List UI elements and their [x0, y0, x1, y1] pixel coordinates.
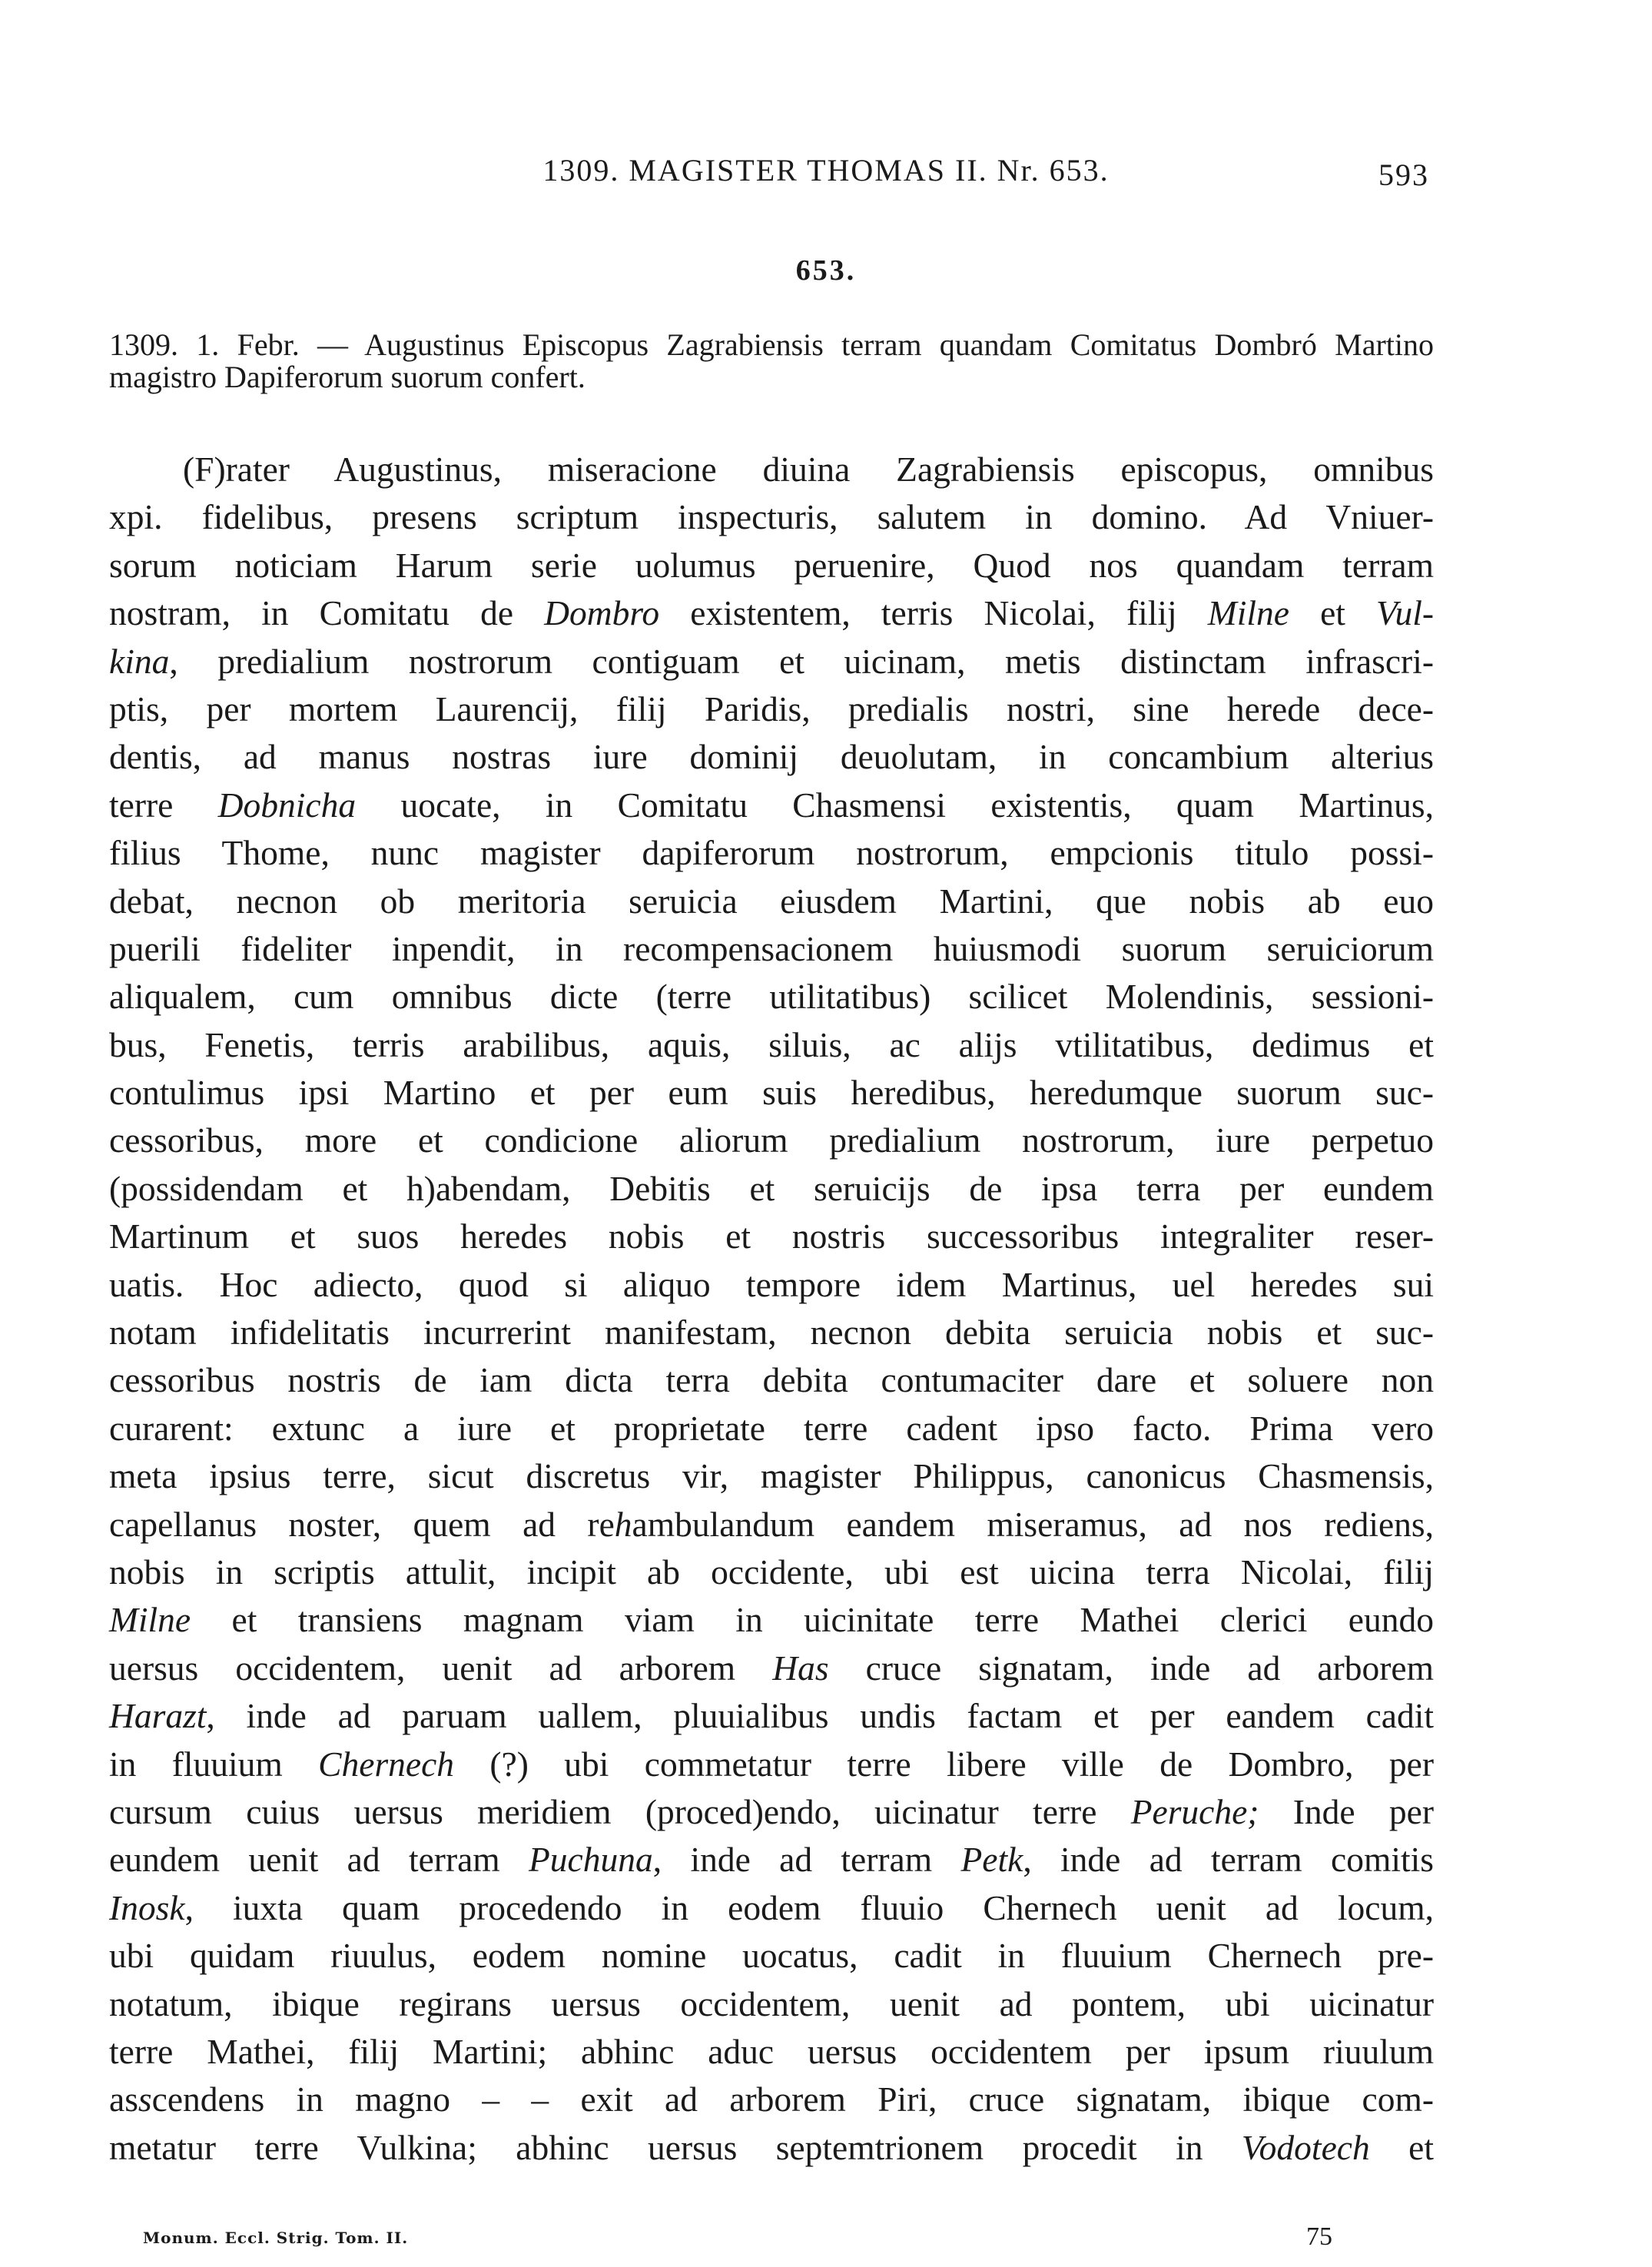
text-line: [109, 1165, 1434, 1213]
text-segment: uatis. Hoc adiecto, quod si aliquo tempore idem Martinus, uel heredes sui: [109, 1264, 1434, 1304]
text-line: [109, 685, 1434, 733]
text-segment: ambulandum eandem miseramus, ad nos rediens,: [632, 1504, 1434, 1544]
text-segment: dentis, ad manus nostras iure dominij deuolutam, in concambium alterius: [109, 737, 1434, 777]
text-segment: meta ipsius terre, sicut discretus vir, magister Philippus, canonicus Chasmensis,: [109, 1456, 1434, 1496]
text-line: [109, 1741, 1434, 1788]
text-line: [109, 638, 1434, 685]
text-line: [109, 1932, 1434, 1980]
text-line: [109, 1261, 1434, 1309]
italic-place-name: kina: [109, 641, 170, 681]
text-segment: ptis, per mortem Laurencij, filij Paridis, predialis nostri, sine herede dece-: [109, 689, 1434, 729]
text-segment: et: [1289, 593, 1377, 633]
italic-place-name: Has: [772, 1648, 829, 1688]
text-segment: eundem uenit ad terram: [109, 1840, 529, 1880]
italic-place-name: s: [138, 2079, 152, 2119]
text-line: [109, 973, 1434, 1021]
text-line: [109, 878, 1434, 925]
text-segment: terre Mathei, filij Martini; abhinc aduc uersus occidentem per ipsum riuulum: [109, 2031, 1434, 2071]
text-line: [109, 925, 1434, 973]
text-segment: , iuxta quam procedendo in eodem fluuio Chernech uenit ad locum,: [184, 1887, 1434, 1927]
text-line: [109, 1069, 1434, 1117]
running-title: 1309. MAGISTER THOMAS II. Nr. 653.: [542, 153, 1110, 188]
text-line: [109, 589, 1434, 637]
text-line: [109, 1980, 1434, 2028]
text-line: [109, 1309, 1434, 1356]
text-segment: as: [109, 2079, 138, 2119]
text-segment: uersus occidentem, uenit ad arborem: [109, 1648, 773, 1688]
text-segment: , inde ad terram: [652, 1840, 961, 1880]
charter-text: [109, 446, 1434, 2172]
text-line: [109, 2124, 1434, 2172]
text-segment: et transiens magnam viam in uicinitate terre Mathei clerici eundo: [191, 1600, 1434, 1640]
text-segment: Martinum et suos heredes nobis et nostris successoribus integraliter reser-: [109, 1216, 1434, 1256]
text-line: [109, 493, 1434, 541]
text-segment: bus, Fenetis, terris arabilibus, aquis, siluis, ac alijs vtilitatibus, dedimus et: [109, 1024, 1434, 1064]
footer-signature: Monum. Eccl. Strig. Tom. II.: [143, 2229, 409, 2247]
text-segment: (F)rater Augustinus, miseracione diuina Zagrabiensis episcopus, omnibus: [183, 450, 1434, 489]
italic-place-name: Peruche;: [1130, 1791, 1259, 1831]
text-segment: Inde per: [1259, 1791, 1435, 1831]
text-segment: debat, necnon ob meritoria seruicia eiusdem Martini, que nobis ab euo: [109, 881, 1434, 921]
italic-place-name: Puchuna: [529, 1840, 653, 1880]
text-line: [109, 2028, 1434, 2076]
text-line: [109, 1501, 1434, 1548]
text-segment: aliqualem, cum omnibus dicte (terre utilitatibus) scilicet Molendinis, sessioni-: [109, 977, 1434, 1017]
text-line: [109, 542, 1434, 589]
text-line: [109, 1692, 1434, 1740]
text-line: [109, 1788, 1434, 1836]
italic-place-name: Petk: [960, 1840, 1023, 1880]
text-line: [109, 829, 1434, 877]
running-head: [0, 152, 1652, 198]
text-line: [109, 2076, 1434, 2123]
text-line: [109, 1548, 1434, 1596]
italic-place-name: Vodotech: [1241, 2127, 1370, 2167]
text-segment: cendens in magno – – exit ad arborem Piri, cruce signatam, ibique com-: [151, 2079, 1434, 2119]
text-line: [109, 1645, 1434, 1692]
text-segment: uocate, in Comitatu Chasmensi existentis, quam Martinus,: [356, 785, 1434, 825]
text-line: [109, 1405, 1434, 1452]
text-segment: ubi quidam riuulus, eodem nomine uocatus, cadit in fluuium Chernech pre-: [109, 1936, 1434, 1976]
italic-place-name: Dobnicha: [217, 785, 357, 825]
text-line: [109, 1021, 1434, 1069]
text-segment: , predialium nostrorum contiguam et uicinam, metis distinctam infrascri-: [169, 641, 1434, 681]
text-segment: notam infidelitatis incurrerint manifestam, necnon debita seruicia nobis et suc-: [109, 1313, 1434, 1353]
text-segment: curarent: extunc a iure et proprietate terre cadent ipso facto. Prima vero: [109, 1408, 1434, 1448]
text-segment: nobis in scriptis attulit, incipit ab occidente, ubi est uicina terra Nicolai, filij: [109, 1552, 1434, 1592]
text-segment: , inde ad terram comitis: [1023, 1840, 1434, 1880]
text-segment: et: [1369, 2127, 1434, 2167]
text-segment: capellanus noster, quem ad re: [109, 1504, 615, 1544]
text-line: [109, 1596, 1434, 1644]
text-segment: (?) ubi commetatur terre libere ville de Dombro, per: [454, 1744, 1434, 1784]
text-segment: cruce signatam, inde ad arborem: [828, 1648, 1434, 1688]
text-segment: notatum, ibique regirans uersus occidentem, uenit ad pontem, ubi uicinatur: [109, 1983, 1434, 2023]
text-line: [109, 446, 1434, 493]
text-line: [109, 1884, 1434, 1932]
text-segment: in fluuium: [109, 1744, 319, 1784]
text-segment: puerili fideliter inpendit, in recompensacionem huiusmodi suorum seruiciorum: [109, 928, 1434, 968]
text-segment: metatur terre Vulkina; abhinc uersus septemtrionem procedit in: [109, 2127, 1242, 2167]
text-segment: contulimus ipsi Martino et per eum suis heredibus, heredumque suorum suc-: [109, 1073, 1434, 1113]
italic-place-name: Inosk: [109, 1887, 185, 1927]
page-number: 593: [1378, 158, 1429, 192]
italic-place-name: h: [614, 1504, 632, 1544]
text-segment: , inde ad paruam uallem, pluuialibus undis factam et per eandem cadit: [206, 1696, 1434, 1736]
text-line: [109, 1213, 1434, 1260]
footer-sheet-number: 75: [1306, 2222, 1332, 2251]
text-segment: xpi. fidelibus, presens scriptum inspecturis, salutem in domino. Ad Vniuer-: [109, 497, 1434, 537]
text-segment: (possidendam et h)abendam, Debitis et seruicijs de ipsa terra per eundem: [109, 1168, 1434, 1208]
text-segment: filius Thome, nunc magister dapiferorum nostrorum, empcionis titulo possi-: [109, 833, 1434, 873]
text-segment: cessoribus nostris de iam dicta terra debita contumaciter dare et soluere non: [109, 1360, 1434, 1400]
italic-place-name: Milne: [109, 1600, 191, 1640]
text-segment: sorum noticiam Harum serie uolumus peruenire, Quod nos quandam terram: [109, 545, 1434, 585]
text-segment: cessoribus, more et condicione aliorum predialium nostrorum, iure perpetuo: [109, 1120, 1434, 1160]
text-segment: terre: [109, 785, 218, 825]
text-line: [109, 782, 1434, 829]
regest-summary: 1309. 1. Febr. — Augustinus Episcopus Zagrabiensis terram quandam Comitatus Dombró Martino magistro Dapiferorum suorum confert.: [109, 327, 1434, 394]
italic-place-name: Dombro: [544, 593, 660, 633]
italic-place-name: Milne: [1207, 593, 1289, 633]
italic-place-name: Harazt: [109, 1696, 207, 1736]
text-line: [109, 733, 1434, 781]
document-number: 653.: [795, 254, 857, 287]
text-line: [109, 1117, 1434, 1164]
text-segment: existentem, terris Nicolai, filij: [659, 593, 1208, 633]
text-line: [109, 1836, 1434, 1884]
italic-place-name: Chernech: [318, 1744, 455, 1784]
text-line: [109, 1452, 1434, 1500]
italic-place-name: Vul-: [1376, 593, 1434, 633]
text-segment: cursum cuius uersus meridiem (proced)endo, uicinatur terre: [109, 1791, 1131, 1831]
text-segment: nostram, in Comitatu de: [109, 593, 545, 633]
text-line: [109, 1356, 1434, 1404]
